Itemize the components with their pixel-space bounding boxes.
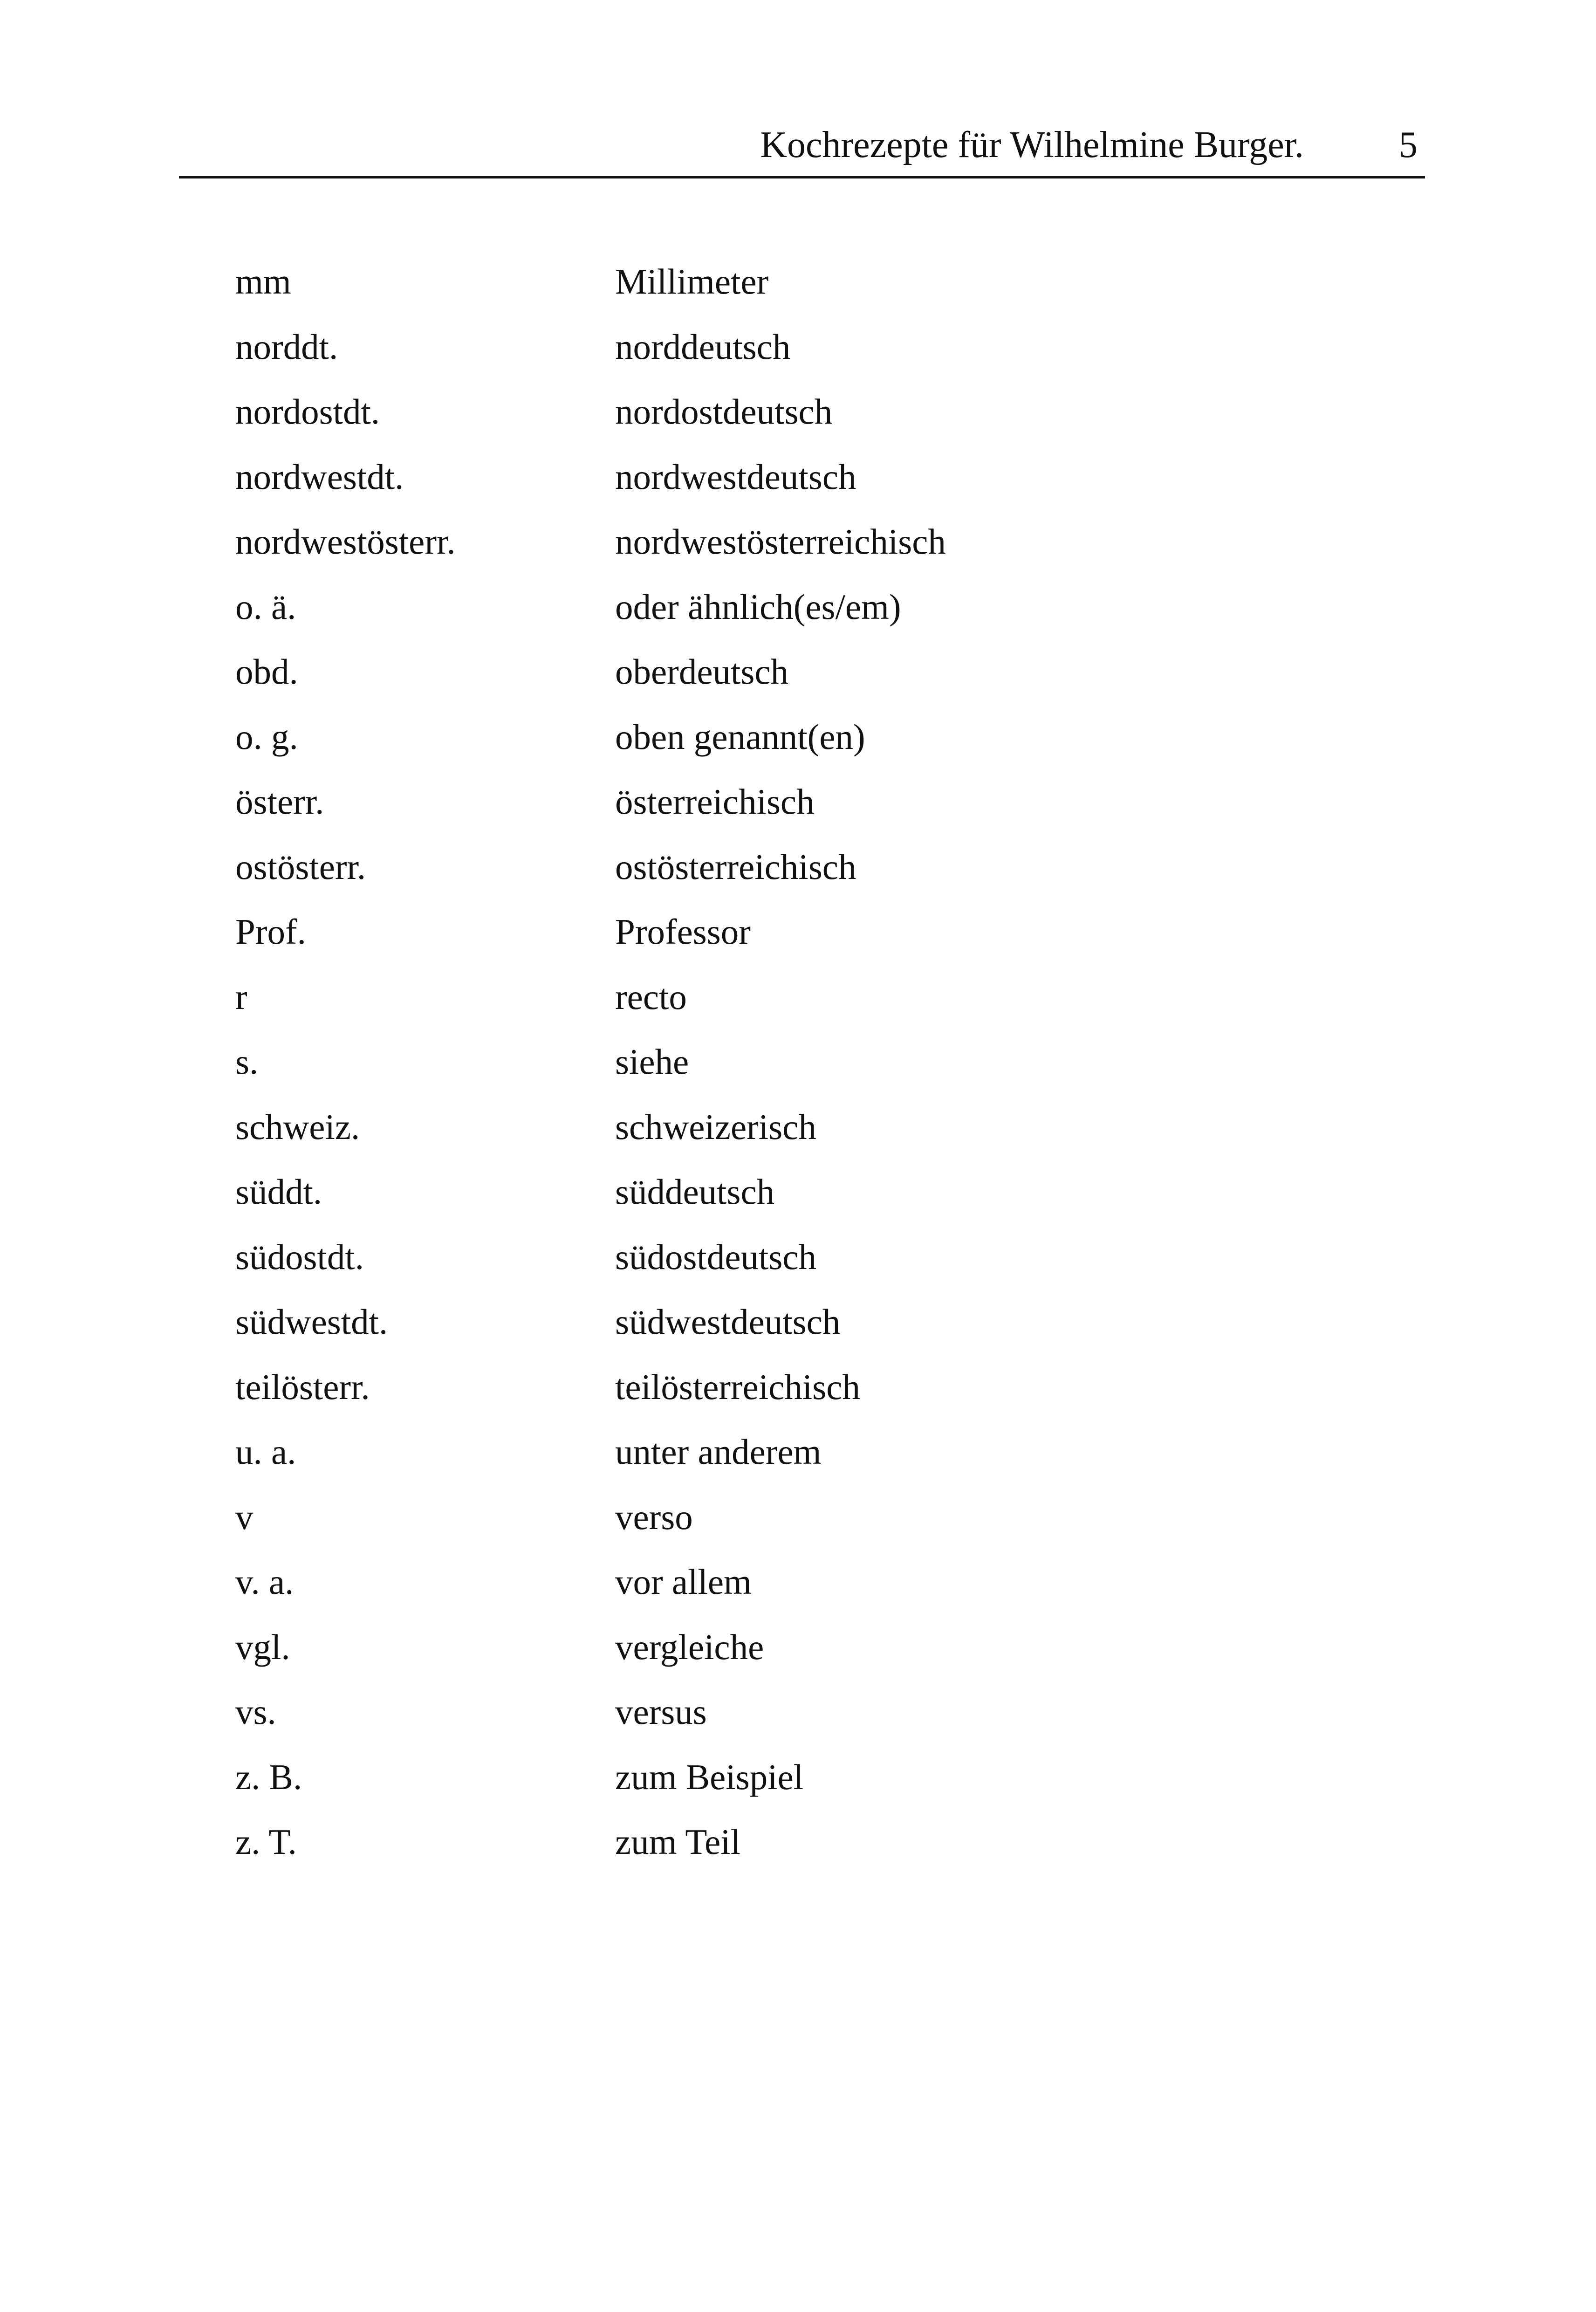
abbreviation-row (235, 971, 1354, 1036)
abbreviation-term: Prof. (235, 912, 306, 952)
abbreviation-row (235, 1036, 1354, 1101)
abbreviation-term: nordwestdt. (235, 456, 404, 497)
abbreviation-meaning: oder ähnlich(es/em) (615, 586, 901, 627)
abbreviation-row (235, 841, 1354, 906)
abbreviation-meaning: norddeutsch (615, 326, 791, 367)
abbreviation-meaning: siehe (615, 1042, 689, 1082)
abbreviation-row (235, 451, 1354, 516)
abbreviation-meaning: verso (615, 1496, 693, 1537)
abbreviation-meaning: süddeutsch (615, 1172, 775, 1212)
abbreviation-meaning: versus (615, 1692, 707, 1732)
abbreviation-row (235, 581, 1354, 646)
abbreviation-term: obd. (235, 652, 298, 692)
abbreviation-term: s. (235, 1042, 259, 1082)
abbreviation-term: süddt. (235, 1172, 322, 1212)
abbreviation-row (235, 515, 1354, 581)
abbreviation-meaning: recto (615, 976, 687, 1017)
abbreviation-meaning: unter anderem (615, 1432, 822, 1472)
abbreviation-row (235, 255, 1354, 321)
abbreviation-term: mm (235, 261, 291, 302)
abbreviation-meaning: nordwestösterreichisch (615, 521, 946, 562)
abbreviation-term: nordostdt. (235, 391, 380, 432)
abbreviation-term: teilösterr. (235, 1366, 370, 1407)
abbreviation-row (235, 1686, 1354, 1751)
abbreviation-row (235, 775, 1354, 841)
abbreviation-term: v. a. (235, 1562, 294, 1602)
abbreviation-meaning: zum Beispiel (615, 1756, 804, 1797)
abbreviation-term: vs. (235, 1692, 276, 1732)
abbreviation-term: v (235, 1496, 253, 1537)
abbreviation-row (235, 1101, 1354, 1166)
page-number: 5 (1399, 124, 1418, 165)
abbreviation-meaning: südwestdeutsch (615, 1302, 841, 1342)
abbreviation-meaning: vergleiche (615, 1626, 764, 1667)
abbreviation-meaning: oben genannt(en) (615, 716, 865, 757)
abbreviation-row (235, 1426, 1354, 1491)
abbreviation-row (235, 385, 1354, 451)
abbreviation-row (235, 1166, 1354, 1231)
abbreviation-row (235, 1491, 1354, 1556)
abbreviation-meaning: österreichisch (615, 782, 815, 822)
abbreviation-meaning: Millimeter (615, 261, 769, 302)
abbreviation-term: vgl. (235, 1626, 290, 1667)
abbreviation-term: o. g. (235, 716, 298, 757)
abbreviation-term: nordwestösterr. (235, 521, 456, 562)
abbreviation-row (235, 1816, 1354, 1881)
running-title: Kochrezepte für Wilhelmine Burger. (760, 124, 1304, 165)
abbreviation-meaning: teilösterreichisch (615, 1366, 860, 1407)
abbreviation-row (235, 906, 1354, 971)
abbreviation-term: norddt. (235, 326, 338, 367)
abbreviation-term: u. a. (235, 1432, 296, 1472)
abbreviation-row (235, 1361, 1354, 1426)
abbreviation-row (235, 1296, 1354, 1361)
abbreviation-row (235, 711, 1354, 776)
abbreviation-term: z. B. (235, 1756, 302, 1797)
abbreviation-row (235, 1556, 1354, 1621)
abbreviation-term: südostdt. (235, 1236, 364, 1277)
page-header (179, 119, 1425, 178)
abbreviation-term: österr. (235, 782, 324, 822)
abbreviation-term: südwestdt. (235, 1302, 388, 1342)
header-rule (179, 176, 1425, 178)
abbreviation-meaning: nordwestdeutsch (615, 456, 856, 497)
abbreviation-list (235, 255, 1354, 1881)
abbreviation-meaning: ostösterreichisch (615, 846, 856, 887)
abbreviation-row (235, 645, 1354, 711)
abbreviation-meaning: zum Teil (615, 1822, 741, 1862)
abbreviation-meaning: oberdeutsch (615, 652, 789, 692)
abbreviation-term: o. ä. (235, 586, 296, 627)
abbreviation-meaning: südostdeutsch (615, 1236, 817, 1277)
abbreviation-meaning: schweizerisch (615, 1106, 816, 1147)
abbreviation-meaning: Professor (615, 912, 751, 952)
abbreviation-meaning: vor allem (615, 1562, 752, 1602)
abbreviation-row (235, 1751, 1354, 1816)
abbreviation-term: schweiz. (235, 1106, 360, 1147)
abbreviation-row (235, 321, 1354, 386)
abbreviation-term: ostösterr. (235, 846, 366, 887)
abbreviation-term: r (235, 976, 247, 1017)
abbreviation-meaning: nordostdeutsch (615, 391, 833, 432)
abbreviation-term: z. T. (235, 1822, 297, 1862)
abbreviation-row (235, 1621, 1354, 1686)
abbreviation-row (235, 1231, 1354, 1296)
